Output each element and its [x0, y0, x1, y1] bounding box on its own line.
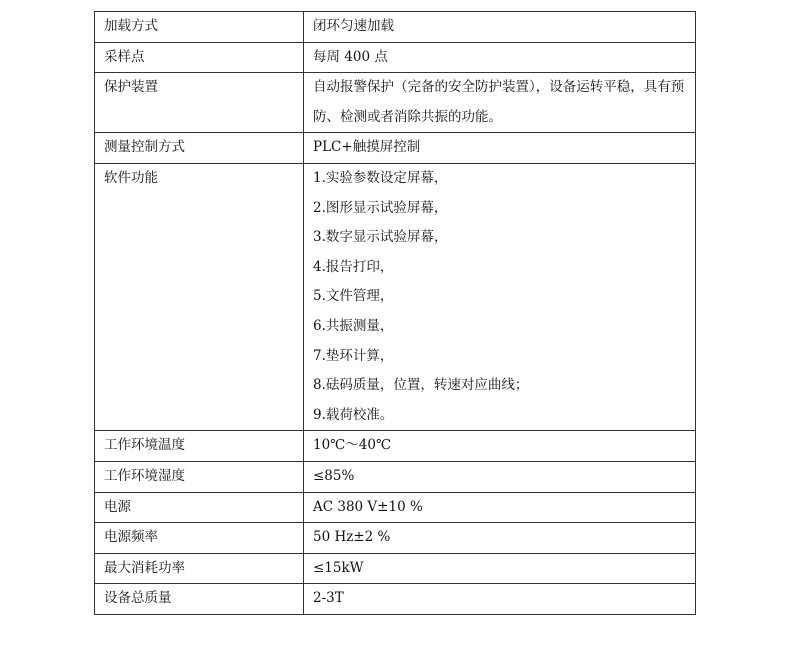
row-label: 最大消耗功率	[95, 553, 304, 584]
row-value	[304, 73, 696, 133]
row-label: 设备总质量	[95, 584, 304, 615]
software-function-item: 4.报告打印，	[313, 258, 394, 275]
table-row	[95, 492, 696, 523]
row-value: PLC+触摸屏控制	[304, 133, 696, 164]
row-label: 保护装置	[95, 73, 304, 133]
table-row	[95, 73, 696, 133]
row-value: 2-3T	[304, 584, 696, 615]
row-label: 测量控制方式	[95, 133, 304, 164]
row-value: 闭环匀速加载	[304, 12, 696, 43]
software-function-item: 9.载荷校准。	[313, 406, 394, 423]
row-label: 软件功能	[95, 163, 304, 430]
table-row	[95, 431, 696, 462]
row-value: 每周 400 点	[304, 42, 696, 73]
software-function-item: 3.数字显示试验屏幕，	[313, 229, 448, 246]
row-label: 加载方式	[95, 12, 304, 43]
protection-text: 自动报警保护（完备的安全防护装置），设备运转平稳，具有预防、检测或者消除共振的功能。	[313, 79, 685, 125]
table-row	[95, 12, 696, 43]
table-row	[95, 133, 696, 164]
row-label: 工作环境温度	[95, 431, 304, 462]
table-row	[95, 523, 696, 554]
spec-table	[94, 11, 696, 615]
software-function-item: 6.共振测量，	[313, 317, 394, 334]
row-label: 电源	[95, 492, 304, 523]
software-function-item: 8.砝码质量，位置，转速对应曲线；	[313, 377, 529, 394]
software-function-item: 7.垫环计算，	[313, 347, 394, 364]
table-row	[95, 553, 696, 584]
row-value	[304, 163, 696, 430]
row-label: 采样点	[95, 42, 304, 73]
row-value: AC 380 V±10 %	[304, 492, 696, 523]
software-function-item: 2.图形显示试验屏幕，	[313, 199, 448, 216]
software-function-item: 1.实验参数设定屏幕，	[313, 169, 448, 186]
row-value: ≤15kW	[304, 553, 696, 584]
row-value: 10℃～40℃	[304, 431, 696, 462]
row-value: 50 Hz±2 %	[304, 523, 696, 554]
table-row	[95, 461, 696, 492]
software-function-item: 5.文件管理，	[313, 288, 394, 305]
table-row	[95, 42, 696, 73]
table-row	[95, 584, 696, 615]
table-row	[95, 163, 696, 430]
row-value: ≤85%	[304, 461, 696, 492]
row-label: 工作环境湿度	[95, 461, 304, 492]
row-label: 电源频率	[95, 523, 304, 554]
